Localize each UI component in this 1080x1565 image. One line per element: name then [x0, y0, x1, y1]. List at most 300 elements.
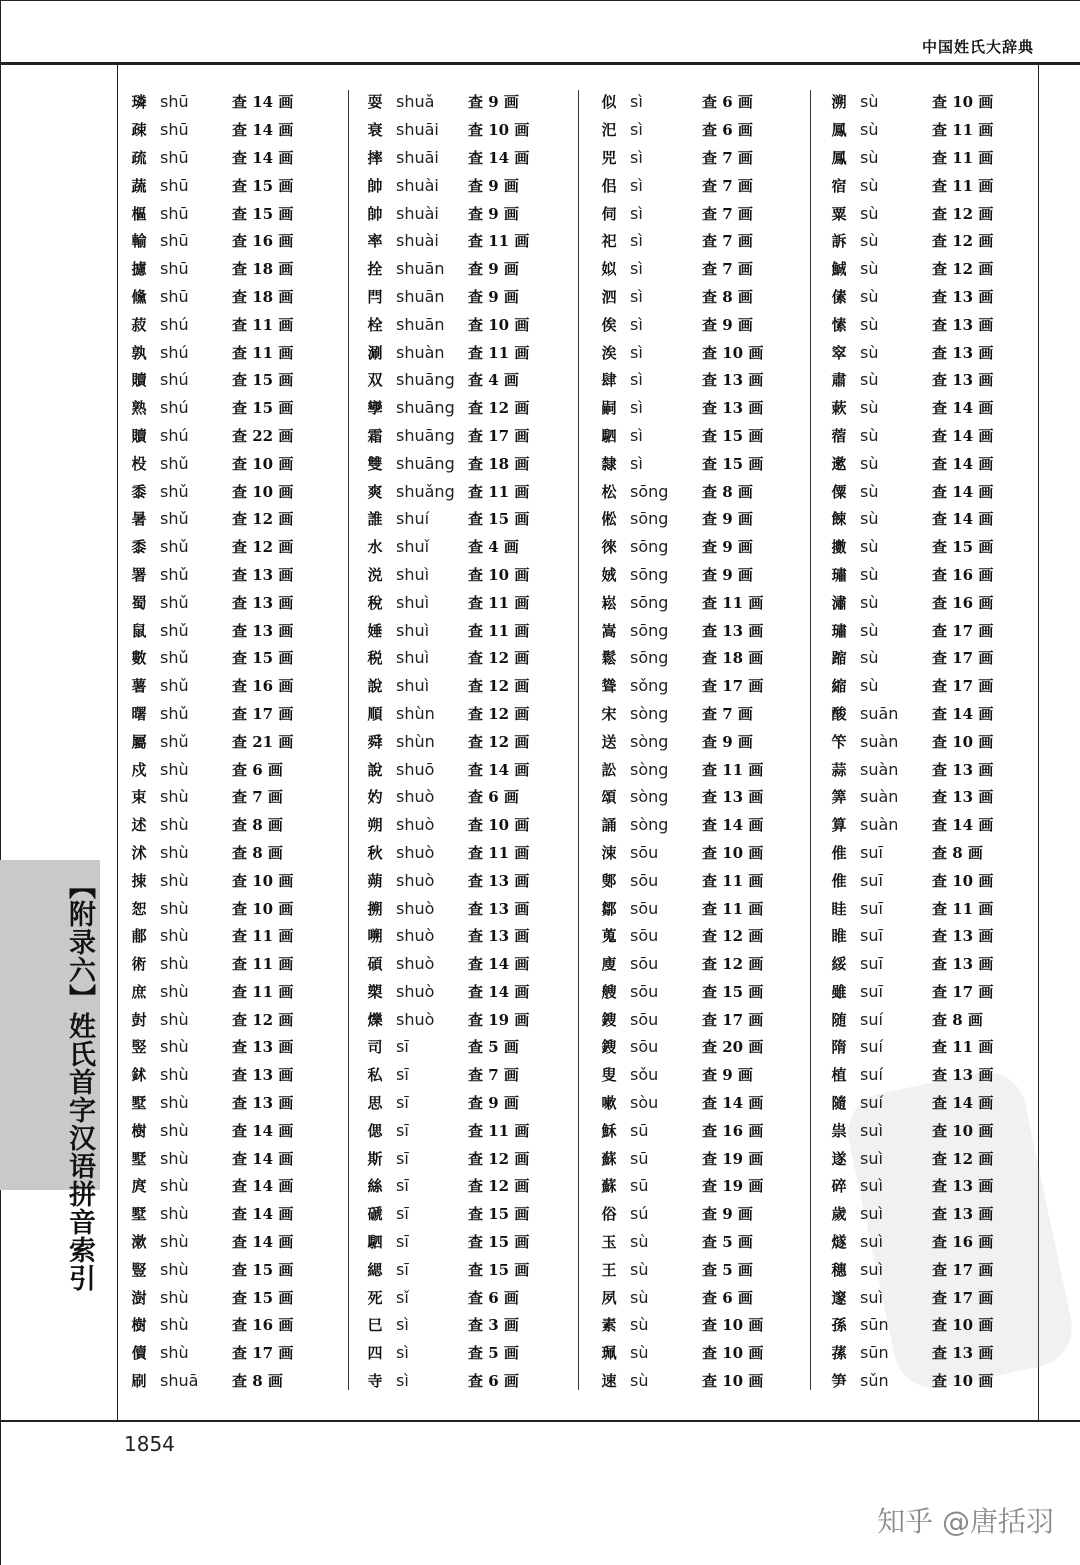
entry-character: 黍: [131, 538, 147, 557]
entry-stroke-ref: 查 11 画: [932, 899, 994, 918]
entry-pinyin: suàn: [860, 815, 899, 835]
entry-stroke-ref: 查 12 画: [468, 677, 530, 696]
entry-pinyin: sī: [396, 1065, 409, 1085]
entry-character: 鄋: [601, 871, 617, 890]
entry-stroke-ref: 查 13 画: [232, 565, 294, 584]
entry-character: 随: [831, 1010, 847, 1029]
entry-pinyin: sǐ: [396, 1287, 409, 1307]
entry-character: 蔌: [831, 399, 847, 418]
entry-stroke-ref: 查 16 画: [702, 1121, 764, 1140]
entry-stroke-ref: 查 9 画: [468, 204, 519, 223]
entry-stroke-ref: 查 9 画: [702, 315, 753, 334]
entry-stroke-ref: 查 3 画: [468, 1316, 519, 1335]
entry-stroke-ref: 查 13 画: [468, 927, 530, 946]
entry-pinyin: sù: [860, 286, 879, 306]
entry-character: 屬: [131, 732, 147, 751]
entry-character: 僳: [831, 482, 847, 501]
entry-stroke-ref: 查 7 画: [702, 148, 753, 167]
index-entry: [354, 1172, 584, 1200]
index-entry: [354, 394, 584, 422]
entry-pinyin: shù: [160, 1343, 189, 1363]
index-entry: [818, 88, 1048, 116]
entry-pinyin: sī: [396, 1148, 409, 1168]
entry-character: 捒: [131, 871, 147, 890]
entry-pinyin: sūn: [860, 1315, 889, 1335]
entry-pinyin: sì: [630, 147, 643, 167]
entry-pinyin: sōu: [630, 870, 659, 890]
index-entry: [118, 394, 348, 422]
entry-stroke-ref: 查 13 画: [932, 955, 994, 974]
entry-stroke-ref: 查 11 画: [932, 121, 994, 140]
entry-character: 說: [367, 677, 383, 696]
entry-character: 窣: [831, 343, 847, 362]
entry-pinyin: shuò: [396, 842, 435, 862]
index-entry: [354, 1228, 584, 1256]
entry-character: 霜: [367, 426, 383, 445]
entry-character: 贖: [131, 371, 147, 390]
entry-pinyin: sōng: [630, 564, 669, 584]
index-entry: [118, 616, 348, 644]
entry-pinyin: sì: [630, 120, 643, 140]
entry-character: 爍: [367, 1010, 383, 1029]
index-entry: [818, 1089, 1048, 1117]
index-entry: [588, 283, 818, 311]
entry-pinyin: sì: [396, 1371, 409, 1391]
entry-stroke-ref: 查 15 画: [232, 371, 294, 390]
index-entry: [354, 1061, 584, 1089]
entry-stroke-ref: 查 12 画: [702, 955, 764, 974]
entry-pinyin: sù: [860, 564, 879, 584]
entry-stroke-ref: 查 14 画: [932, 704, 994, 723]
entry-stroke-ref: 查 18 画: [702, 649, 764, 668]
entry-pinyin: sù: [860, 92, 879, 112]
top-border-line: [0, 0, 1080, 1]
entry-stroke-ref: 查 14 画: [932, 1094, 994, 1113]
entry-pinyin: suī: [860, 981, 883, 1001]
index-entry: [588, 1089, 818, 1117]
entry-pinyin: shù: [160, 787, 189, 807]
entry-stroke-ref: 查 9 画: [702, 1205, 753, 1224]
entry-character: 税: [367, 649, 383, 668]
entry-character: 爽: [367, 482, 383, 501]
entry-character: 碎: [831, 1177, 847, 1196]
entry-pinyin: sì: [630, 286, 643, 306]
index-entry: [354, 978, 584, 1006]
index-entry: [354, 561, 584, 589]
entry-stroke-ref: 查 6 画: [232, 760, 283, 779]
entry-character: 溯: [831, 93, 847, 112]
entry-character: 燧: [831, 1233, 847, 1252]
index-entry: [118, 1005, 348, 1033]
entry-character: 秋: [367, 843, 383, 862]
entry-pinyin: shū: [160, 259, 189, 279]
index-entry: [818, 144, 1048, 172]
index-entry: [818, 727, 1048, 755]
entry-pinyin: sù: [860, 314, 879, 334]
index-entry: [588, 644, 818, 672]
index-entry: [588, 449, 818, 477]
index-entry: [354, 88, 584, 116]
index-entry: [818, 672, 1048, 700]
entry-pinyin: suān: [860, 703, 899, 723]
entry-pinyin: shǔ: [160, 703, 189, 723]
entry-pinyin: shù: [160, 1232, 189, 1252]
index-entry: [118, 1089, 348, 1117]
entry-pinyin: sōu: [630, 1037, 659, 1057]
entry-stroke-ref: 查 13 画: [232, 1094, 294, 1113]
index-entry: [118, 922, 348, 950]
entry-stroke-ref: 查 6 画: [468, 1288, 519, 1307]
index-entry: [118, 422, 348, 450]
entry-character: 帥: [367, 204, 383, 223]
entry-pinyin: sōng: [630, 481, 669, 501]
entry-character: 俟: [601, 315, 617, 334]
entry-character: 蹜: [831, 649, 847, 668]
index-entry: [818, 1311, 1048, 1339]
index-entry: [354, 700, 584, 728]
entry-stroke-ref: 查 11 画: [468, 593, 530, 612]
entry-stroke-ref: 查 10 画: [468, 121, 530, 140]
entry-pinyin: sù: [860, 120, 879, 140]
entry-character: 隸: [601, 454, 617, 473]
entry-pinyin: sú: [630, 1204, 649, 1224]
index-entry: [588, 227, 818, 255]
entry-character: 尌: [131, 1010, 147, 1029]
entry-pinyin: sì: [630, 203, 643, 223]
entry-character: 鉥: [131, 1066, 147, 1085]
entry-pinyin: shū: [160, 92, 189, 112]
entry-pinyin: sī: [396, 1259, 409, 1279]
entry-character: 死: [367, 1288, 383, 1307]
index-entry: [588, 477, 818, 505]
entry-pinyin: shù: [160, 954, 189, 974]
entry-stroke-ref: 查 17 画: [932, 1260, 994, 1279]
entry-character: 順: [367, 704, 383, 723]
entry-pinyin: shuān: [396, 314, 445, 334]
entry-stroke-ref: 查 10 画: [932, 1316, 994, 1335]
entry-stroke-ref: 查 10 画: [468, 565, 530, 584]
entry-character: 嗣: [601, 399, 617, 418]
entry-pinyin: sù: [860, 537, 879, 557]
entry-stroke-ref: 查 11 画: [932, 1038, 994, 1057]
index-entry: [818, 922, 1048, 950]
entry-character: 述: [131, 816, 147, 835]
entry-stroke-ref: 查 13 画: [232, 593, 294, 612]
entry-pinyin: suàn: [860, 787, 899, 807]
entry-pinyin: shuān: [396, 286, 445, 306]
entry-stroke-ref: 查 10 画: [232, 454, 294, 473]
entry-character: 擻: [831, 538, 847, 557]
entry-character: 墅: [131, 1205, 147, 1224]
entry-character: 搠: [367, 899, 383, 918]
entry-stroke-ref: 查 12 画: [232, 1010, 294, 1029]
entry-stroke-ref: 查 7 画: [702, 260, 753, 279]
index-entry: [818, 533, 1048, 561]
entry-pinyin: sōu: [630, 926, 659, 946]
entry-stroke-ref: 查 12 画: [468, 704, 530, 723]
entry-stroke-ref: 查 7 画: [468, 1066, 519, 1085]
entry-stroke-ref: 查 11 画: [232, 955, 294, 974]
entry-character: 樞: [131, 204, 147, 223]
entry-character: 衰: [367, 121, 383, 140]
entry-stroke-ref: 查 12 画: [468, 399, 530, 418]
entry-character: 笇: [831, 732, 847, 751]
entry-pinyin: sòu: [630, 1093, 659, 1113]
index-entry: [818, 783, 1048, 811]
entry-pinyin: shuò: [396, 898, 435, 918]
entry-stroke-ref: 查 14 画: [232, 93, 294, 112]
index-entry: [588, 672, 818, 700]
entry-character: 摔: [367, 148, 383, 167]
entry-character: 拴: [367, 260, 383, 279]
index-entry: [354, 922, 584, 950]
entry-character: 漱: [131, 1233, 147, 1252]
entry-stroke-ref: 查 8 画: [702, 287, 753, 306]
index-entry: [818, 811, 1048, 839]
entry-pinyin: shuò: [396, 815, 435, 835]
entry-stroke-ref: 查 8 画: [232, 843, 283, 862]
entry-pinyin: shùn: [396, 731, 435, 751]
index-entry: [818, 422, 1048, 450]
entry-character: 傃: [831, 287, 847, 306]
entry-pinyin: sù: [860, 425, 879, 445]
index-entry: [818, 366, 1048, 394]
entry-pinyin: shù: [160, 815, 189, 835]
entry-stroke-ref: 查 11 画: [932, 176, 994, 195]
index-entry: [818, 255, 1048, 283]
entry-character: 帥: [367, 176, 383, 195]
entry-character: 蘇: [601, 1149, 617, 1168]
index-entry: [118, 1228, 348, 1256]
entry-stroke-ref: 查 15 画: [468, 1260, 530, 1279]
entry-pinyin: sì: [630, 398, 643, 418]
entry-pinyin: sù: [860, 175, 879, 195]
entry-character: 稅: [367, 593, 383, 612]
entry-pinyin: suàn: [860, 759, 899, 779]
entry-stroke-ref: 查 11 画: [232, 982, 294, 1001]
index-entry: [354, 866, 584, 894]
index-entry: [118, 227, 348, 255]
entry-character: 宿: [831, 176, 847, 195]
index-entry: [588, 310, 818, 338]
entry-stroke-ref: 查 21 画: [232, 732, 294, 751]
entry-stroke-ref: 查 13 画: [232, 621, 294, 640]
index-entry: [118, 561, 348, 589]
entry-pinyin: shū: [160, 286, 189, 306]
entry-character: 疎: [131, 121, 147, 140]
entry-pinyin: suì: [860, 1120, 883, 1140]
entry-character: 頌: [601, 788, 617, 807]
entry-stroke-ref: 查 17 画: [702, 1010, 764, 1029]
entry-pinyin: sū: [630, 1148, 649, 1168]
index-entry: [818, 616, 1048, 644]
entry-pinyin: suì: [860, 1232, 883, 1252]
entry-pinyin: shuàn: [396, 342, 445, 362]
entry-character: 薯: [131, 677, 147, 696]
index-entry: [354, 533, 584, 561]
entry-character: 蓿: [831, 426, 847, 445]
entry-pinyin: shuò: [396, 954, 435, 974]
entry-character: 戍: [131, 760, 147, 779]
entry-pinyin: shuò: [396, 926, 435, 946]
entry-pinyin: sǔn: [860, 1371, 889, 1391]
entry-pinyin: suì: [860, 1287, 883, 1307]
left-border-line: [0, 0, 1, 1565]
entry-pinyin: sōu: [630, 842, 659, 862]
entry-stroke-ref: 查 13 画: [932, 287, 994, 306]
index-entry: [588, 533, 818, 561]
index-entry: [354, 366, 584, 394]
index-entry: [118, 1255, 348, 1283]
entry-stroke-ref: 查 13 画: [932, 1066, 994, 1085]
index-entry: [118, 588, 348, 616]
entry-pinyin: sòng: [630, 787, 669, 807]
entry-stroke-ref: 查 14 画: [232, 1149, 294, 1168]
entry-stroke-ref: 查 17 画: [932, 677, 994, 696]
entry-stroke-ref: 查 17 画: [232, 704, 294, 723]
index-entry: [588, 338, 818, 366]
index-entry: [818, 505, 1048, 533]
entry-character: 夙: [601, 1288, 617, 1307]
index-entry: [818, 1367, 1048, 1395]
entry-pinyin: sì: [630, 342, 643, 362]
header-rule: [0, 62, 1080, 65]
entry-character: 似: [601, 93, 617, 112]
entry-stroke-ref: 查 10 画: [468, 315, 530, 334]
entry-pinyin: sù: [860, 509, 879, 529]
entry-pinyin: suī: [860, 954, 883, 974]
entry-stroke-ref: 查 13 画: [932, 1205, 994, 1224]
entry-stroke-ref: 查 11 画: [702, 871, 764, 890]
entry-pinyin: sù: [630, 1315, 649, 1335]
entry-stroke-ref: 查 14 画: [932, 816, 994, 835]
index-entry: [118, 644, 348, 672]
entry-pinyin: shǔ: [160, 731, 189, 751]
index-entry: [818, 310, 1048, 338]
entry-stroke-ref: 查 12 画: [702, 927, 764, 946]
entry-pinyin: sī: [396, 1176, 409, 1196]
entry-pinyin: shuāi: [396, 120, 439, 140]
entry-stroke-ref: 查 16 画: [932, 593, 994, 612]
index-entry: [354, 783, 584, 811]
entry-pinyin: sù: [630, 1259, 649, 1279]
entry-pinyin: shú: [160, 370, 189, 390]
entry-pinyin: sù: [630, 1343, 649, 1363]
index-entry: [354, 1339, 584, 1367]
entry-pinyin: shuì: [396, 676, 430, 696]
index-entry: [118, 171, 348, 199]
entry-pinyin: sòng: [630, 731, 669, 751]
index-entry: [354, 588, 584, 616]
index-entry: [354, 199, 584, 227]
entry-character: 倠: [831, 871, 847, 890]
entry-character: 祀: [601, 232, 617, 251]
entry-stroke-ref: 查 12 画: [468, 1177, 530, 1196]
entry-pinyin: shù: [160, 1148, 189, 1168]
entry-stroke-ref: 查 10 画: [702, 1372, 764, 1391]
entry-character: 菽: [131, 315, 147, 334]
entry-character: 艘: [601, 982, 617, 1001]
entry-character: 閂: [367, 287, 383, 306]
index-entry: [118, 144, 348, 172]
entry-pinyin: sù: [860, 370, 879, 390]
entry-stroke-ref: 查 14 画: [232, 1177, 294, 1196]
entry-pinyin: shú: [160, 342, 189, 362]
entry-pinyin: sù: [860, 620, 879, 640]
index-entry: [118, 1200, 348, 1228]
index-entry: [588, 255, 818, 283]
entry-pinyin: sōng: [630, 592, 669, 612]
entry-character: 駟: [601, 426, 617, 445]
footer-rule: [0, 1420, 1080, 1422]
column-divider: [348, 90, 349, 1390]
entry-character: 愫: [831, 315, 847, 334]
entry-pinyin: sì: [630, 231, 643, 251]
entry-stroke-ref: 查 14 画: [468, 955, 530, 974]
index-entry: [118, 866, 348, 894]
entry-pinyin: shuài: [396, 175, 439, 195]
entry-character: 俗: [601, 1205, 617, 1224]
entry-stroke-ref: 查 15 画: [232, 204, 294, 223]
entry-character: 遂: [831, 1149, 847, 1168]
index-entry: [588, 950, 818, 978]
entry-stroke-ref: 查 4 画: [468, 538, 519, 557]
entry-character: 眭: [831, 899, 847, 918]
entry-pinyin: shuò: [396, 787, 435, 807]
index-column-2: [354, 88, 584, 1394]
entry-character: 伺: [601, 204, 617, 223]
entry-stroke-ref: 查 6 画: [468, 1372, 519, 1391]
entry-character: 曙: [131, 704, 147, 723]
entry-character: 鳳: [831, 121, 847, 140]
entry-stroke-ref: 查 10 画: [468, 816, 530, 835]
entry-character: 說: [367, 760, 383, 779]
index-entry: [354, 727, 584, 755]
entry-character: 涚: [367, 565, 383, 584]
entry-character: 綏: [831, 955, 847, 974]
entry-character: 樹: [131, 1121, 147, 1140]
index-entry: [354, 894, 584, 922]
entry-stroke-ref: 查 14 画: [468, 982, 530, 1001]
index-entry: [354, 1255, 584, 1283]
entry-pinyin: shù: [160, 1120, 189, 1140]
entry-character: 松: [601, 482, 617, 501]
entry-character: 郙: [131, 927, 147, 946]
entry-character: 粟: [831, 204, 847, 223]
entry-pinyin: sōu: [630, 981, 659, 1001]
entry-character: 速: [601, 1372, 617, 1391]
entry-pinyin: suī: [860, 898, 883, 918]
entry-stroke-ref: 查 11 画: [468, 343, 530, 362]
entry-character: 訴: [831, 232, 847, 251]
entry-pinyin: shuǎng: [396, 481, 455, 501]
entry-stroke-ref: 查 19 画: [702, 1149, 764, 1168]
entry-pinyin: sū: [630, 1120, 649, 1140]
entry-pinyin: shū: [160, 147, 189, 167]
index-entry: [588, 1005, 818, 1033]
entry-stroke-ref: 查 17 画: [702, 677, 764, 696]
entry-pinyin: sù: [860, 592, 879, 612]
entry-character: 祟: [831, 1121, 847, 1140]
index-entry: [354, 1116, 584, 1144]
entry-stroke-ref: 查 10 画: [232, 871, 294, 890]
entry-character: 贖: [131, 426, 147, 445]
entry-character: 鳳: [831, 148, 847, 167]
entry-character: 睢: [831, 927, 847, 946]
entry-character: 恕: [131, 899, 147, 918]
entry-stroke-ref: 查 16 画: [932, 565, 994, 584]
entry-pinyin: sǒng: [630, 676, 669, 696]
